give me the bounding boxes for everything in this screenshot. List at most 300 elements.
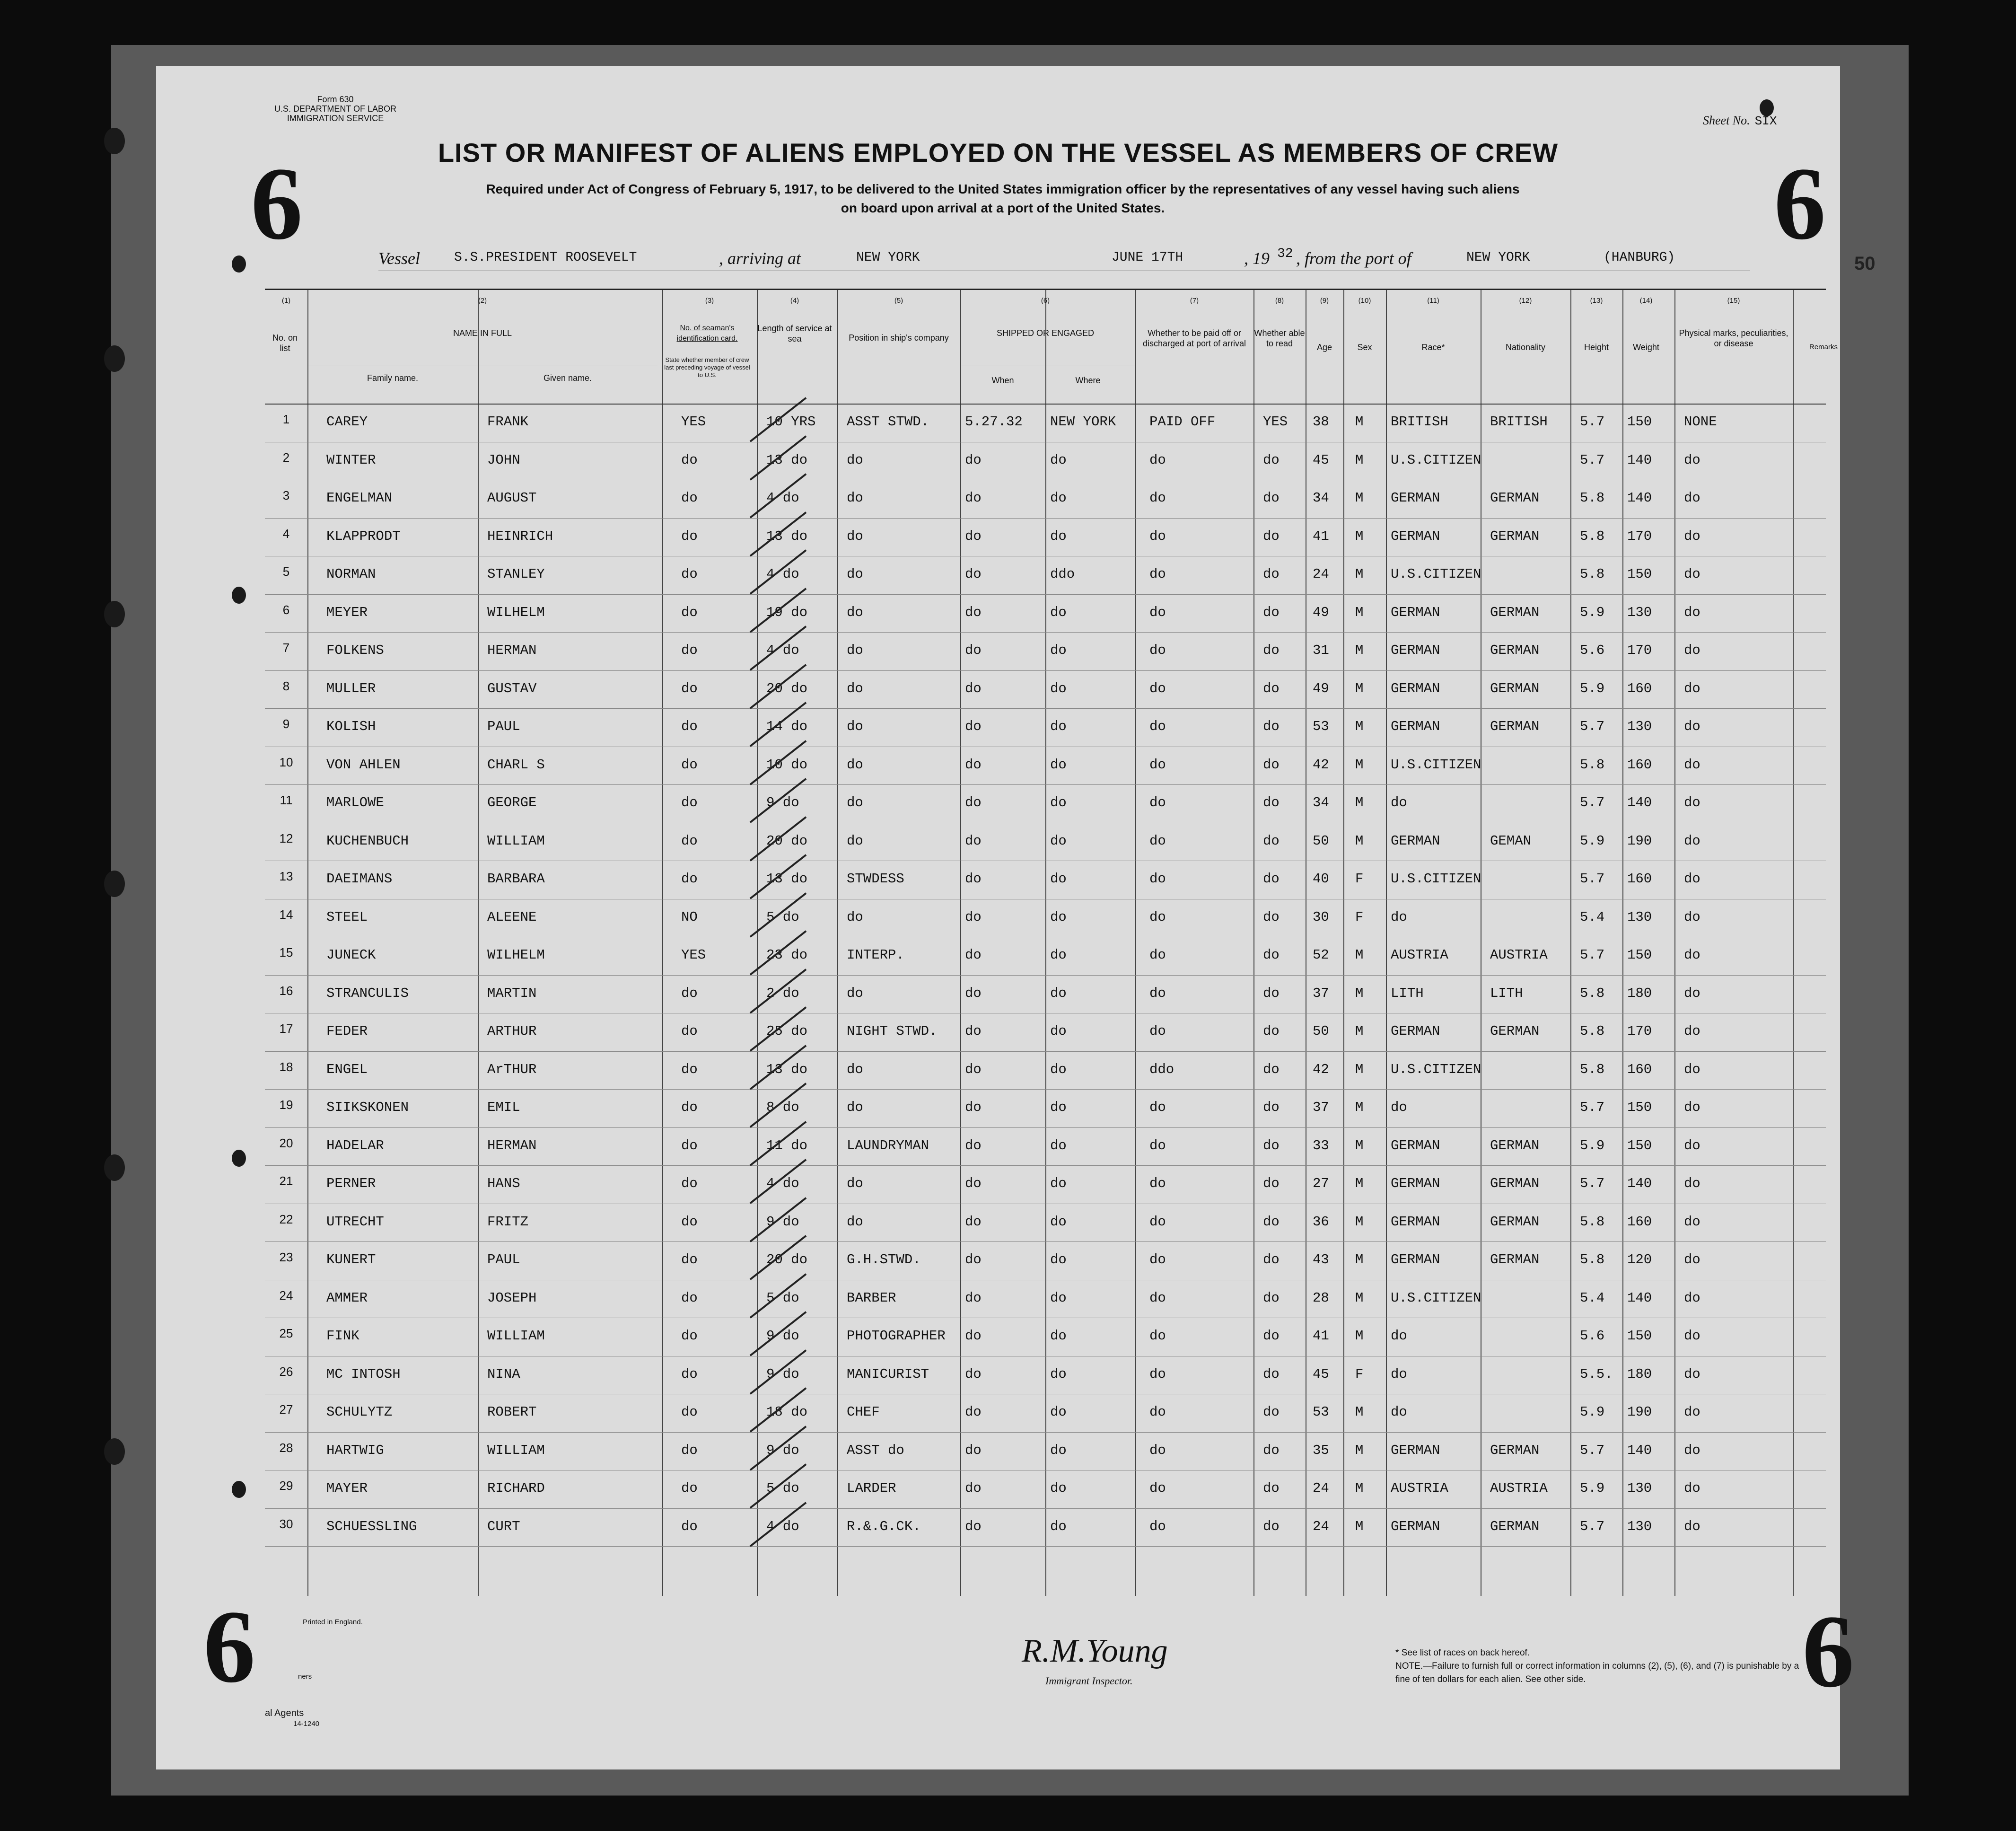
cell-given: RICHARD (487, 1480, 545, 1496)
header-age: Age (1316, 343, 1332, 352)
fine-note: NOTE.—Failure to furnish full or correct information in columns (2), (5), (6), and (7) is punishable by a fine of ten dollars for each alien. See other side. (1395, 1661, 1799, 1684)
cell-given: AUGUST (487, 490, 537, 506)
cell-when: do (965, 795, 982, 810)
cell-card: do (681, 1023, 698, 1039)
cell-age: 42 (1313, 1061, 1329, 1077)
cell-when: do (965, 1252, 982, 1268)
cell-given: JOHN (487, 452, 520, 468)
cell-paid: do (1149, 1137, 1166, 1153)
cell-nat: GERMAN (1490, 1518, 1540, 1534)
department-name: U.S. DEPARTMENT OF LABOR (274, 104, 397, 114)
cell-nat: GERMAN (1490, 643, 1540, 658)
cell-card: do (681, 1328, 698, 1344)
cell-position: ASST STWD. (847, 414, 929, 430)
row-number: 10 (279, 755, 293, 769)
corner-number-top-right: 6 (1774, 146, 1826, 261)
cell-read: do (1263, 643, 1280, 658)
cell-nat: GERMAN (1490, 604, 1540, 620)
cell-family: FOLKENS (326, 643, 384, 658)
cell-marks: do (1684, 1404, 1700, 1420)
cell-given: EMIL (487, 1100, 520, 1115)
row-rule (265, 1051, 1826, 1052)
cell-when: do (965, 1404, 982, 1420)
printed-note: Printed in England. (303, 1618, 363, 1626)
cell-service: 13 do (766, 871, 808, 887)
cell-where: do (1050, 719, 1067, 734)
inspector-label: Immigrant Inspector. (1045, 1675, 1133, 1687)
cell-family: ENGEL (326, 1061, 368, 1077)
cell-sex: M (1355, 490, 1364, 506)
cell-race: GERMAN (1391, 680, 1440, 696)
cell-age: 41 (1313, 528, 1329, 544)
cell-card: YES (681, 947, 706, 963)
cell-card: do (681, 1100, 698, 1115)
cell-marks: NONE (1684, 414, 1717, 430)
cell-marks: do (1684, 871, 1700, 887)
cell-age: 52 (1313, 947, 1329, 963)
header-position: Position in ship's company (849, 333, 949, 343)
cell-race: BRITISH (1391, 414, 1448, 430)
cell-when: do (965, 719, 982, 734)
cell-card: do (681, 566, 698, 582)
cell-weight: 150 (1627, 1137, 1652, 1153)
cell-race: AUSTRIA (1391, 947, 1448, 963)
cell-race: do (1391, 1404, 1407, 1420)
cell-family: KOLISH (326, 719, 376, 734)
cell-marks: do (1684, 1100, 1700, 1115)
column-number: (14) (1639, 297, 1653, 305)
column-rule (1343, 290, 1344, 1596)
cell-sex: M (1355, 1137, 1364, 1153)
cell-height: 5.7 (1580, 1176, 1605, 1191)
header-family-name: Family name. (367, 373, 419, 383)
cell-race: U.S.CITIZEN (1391, 452, 1481, 468)
cell-weight: 130 (1627, 909, 1652, 925)
cell-when: do (965, 1176, 982, 1191)
cell-sex: M (1355, 528, 1364, 544)
cell-given: MARTIN (487, 985, 537, 1001)
column-number: (3) (705, 297, 714, 305)
cell-sex: M (1355, 1023, 1364, 1039)
row-number: 14 (279, 907, 293, 922)
cell-height: 5.8 (1580, 490, 1605, 506)
column-rule (1045, 290, 1046, 1596)
cell-race: GERMAN (1391, 1252, 1440, 1268)
column-rule (307, 290, 308, 1596)
cell-race: GERMAN (1391, 833, 1440, 849)
column-rule (1570, 290, 1571, 1596)
punch-hole-icon (232, 255, 246, 273)
cell-family: KUNERT (326, 1252, 376, 1268)
cell-position: LARDER (847, 1480, 896, 1496)
cell-where: do (1050, 490, 1067, 506)
cell-read: do (1263, 1366, 1280, 1382)
cell-marks: do (1684, 985, 1700, 1001)
cell-family: MAYER (326, 1480, 368, 1496)
cell-weight: 160 (1627, 1061, 1652, 1077)
cell-age: 40 (1313, 871, 1329, 887)
cell-height: 5.4 (1580, 909, 1605, 925)
cell-weight: 160 (1627, 757, 1652, 773)
cell-age: 50 (1313, 833, 1329, 849)
cell-paid: do (1149, 528, 1166, 544)
cell-weight: 190 (1627, 1404, 1652, 1420)
cell-height: 5.5. (1580, 1366, 1613, 1382)
cell-family: WINTER (326, 452, 376, 468)
punch-hole-icon (232, 1481, 246, 1498)
cell-paid: do (1149, 1100, 1166, 1115)
cell-service: 4 do (766, 643, 799, 658)
header-paid-off: Whether to be paid off or discharged at port of arrival (1142, 328, 1246, 348)
column-rule (837, 290, 838, 1596)
cell-given: HEINRICH (487, 528, 553, 544)
row-number: 6 (282, 602, 290, 617)
cell-height: 5.7 (1580, 1100, 1605, 1115)
cell-paid: do (1149, 566, 1166, 582)
cell-marks: do (1684, 452, 1700, 468)
cell-sex: M (1355, 566, 1364, 582)
column-number: (4) (790, 297, 799, 305)
cell-service: 4 do (766, 1176, 799, 1191)
cell-race: GERMAN (1391, 490, 1440, 506)
row-rule (265, 784, 1826, 785)
header-when: When (991, 376, 1014, 385)
cell-read: do (1263, 1290, 1280, 1306)
cell-when: do (965, 680, 982, 696)
cell-sex: M (1355, 680, 1364, 696)
cell-nat: GERMAN (1490, 490, 1540, 506)
column-rule (1253, 290, 1254, 1596)
cell-card: do (681, 680, 698, 696)
cell-card: do (681, 1442, 698, 1458)
cell-when: do (965, 1100, 982, 1115)
cell-given: FRANK (487, 414, 529, 430)
vessel-line (378, 248, 1797, 277)
cell-height: 5.8 (1580, 1214, 1605, 1230)
cell-card: do (681, 1214, 698, 1230)
cell-sex: M (1355, 452, 1364, 468)
cell-height: 5.7 (1580, 1518, 1605, 1534)
cell-sex: F (1355, 1366, 1364, 1382)
cell-card: do (681, 490, 698, 506)
cell-family: DAEIMANS (326, 871, 393, 887)
cell-card: do (681, 604, 698, 620)
cell-height: 5.8 (1580, 1252, 1605, 1268)
header-given-name: Given name. (543, 373, 592, 383)
cell-read: YES (1263, 414, 1288, 430)
cell-race: U.S.CITIZEN (1391, 1290, 1481, 1306)
binder-hole-icon (104, 345, 125, 372)
cell-weight: 170 (1627, 1023, 1652, 1039)
row-rule (265, 708, 1826, 709)
header-weight: Weight (1633, 343, 1659, 352)
cell-given: WILHELM (487, 947, 545, 963)
cell-where: do (1050, 1100, 1067, 1115)
cell-position: CHEF (847, 1404, 880, 1420)
cell-sex: M (1355, 643, 1364, 658)
cell-height: 5.7 (1580, 795, 1605, 810)
cell-position: PHOTOGRAPHER (847, 1328, 946, 1344)
column-number: (8) (1275, 297, 1284, 305)
cell-position: MANICURIST (847, 1366, 929, 1382)
column-rule (1674, 290, 1675, 1596)
cell-race: GERMAN (1391, 1442, 1440, 1458)
header-able-read: Whether able to read (1254, 328, 1305, 348)
cell-service: 20 do (766, 1252, 808, 1268)
cell-weight: 150 (1627, 947, 1652, 963)
from-port-label: , from the port of (1296, 249, 1411, 268)
cell-position: do (847, 719, 863, 734)
column-number: (6) (1041, 297, 1050, 305)
cell-given: JOSEPH (487, 1290, 537, 1306)
cell-when: do (965, 1366, 982, 1382)
cell-read: do (1263, 1176, 1280, 1191)
cell-service: 10 YRS (766, 414, 816, 430)
cell-paid: do (1149, 604, 1166, 620)
column-number: (11) (1427, 297, 1439, 305)
cell-marks: do (1684, 1176, 1700, 1191)
cell-family: SIIKSKONEN (326, 1100, 409, 1115)
cell-when: do (965, 604, 982, 620)
year-prefix: , 19 (1244, 249, 1270, 268)
cell-where: do (1050, 528, 1067, 544)
cell-height: 5.7 (1580, 452, 1605, 468)
cell-position: INTERP. (847, 947, 904, 963)
cell-paid: do (1149, 1404, 1166, 1420)
cell-height: 5.7 (1580, 1442, 1605, 1458)
row-number: 1 (282, 412, 290, 426)
cell-given: BARBARA (487, 871, 545, 887)
cell-age: 49 (1313, 604, 1329, 620)
column-number: (2) (478, 297, 487, 305)
cell-nat: GERMAN (1490, 719, 1540, 734)
cell-family: FEDER (326, 1023, 368, 1039)
cell-when: do (965, 643, 982, 658)
column-rule (1622, 290, 1623, 1596)
cell-race: AUSTRIA (1391, 1480, 1448, 1496)
owners-label: ners (298, 1673, 312, 1681)
cell-marks: do (1684, 795, 1700, 810)
binder-hole-icon (104, 1154, 125, 1181)
cell-where: do (1050, 643, 1067, 658)
inspector-signature: R.M.Young (1022, 1633, 1168, 1669)
page-subtitle: Required under Act of Congress of February 5, 1917, to be delivered to the United States immigration officer by the representatives of any vessel having such aliens on board upon arrival at a port of the United States. (486, 182, 1520, 215)
cell-marks: do (1684, 528, 1700, 544)
cell-service: 5 do (766, 1290, 799, 1306)
binder-hole-icon (104, 871, 125, 897)
cell-card: do (681, 871, 698, 887)
column-rule (662, 290, 663, 1596)
cell-paid: ddo (1149, 1061, 1175, 1077)
cell-nat: GERMAN (1490, 1023, 1540, 1039)
cell-service: 25 do (766, 1023, 808, 1039)
cell-family: PERNER (326, 1176, 376, 1191)
cell-read: do (1263, 1442, 1280, 1458)
cell-where: do (1050, 1480, 1067, 1496)
cell-position: STWDESS (847, 871, 904, 887)
cell-family: MEYER (326, 604, 368, 620)
cell-paid: do (1149, 947, 1166, 963)
header-length-service: Length of service at sea (757, 324, 832, 343)
agents-label: al Agents (265, 1708, 304, 1718)
cell-read: do (1263, 1404, 1280, 1420)
column-number: (7) (1190, 297, 1199, 305)
cell-when: do (965, 452, 982, 468)
cell-age: 37 (1313, 1100, 1329, 1115)
cell-nat: GERMAN (1490, 1442, 1540, 1458)
cell-read: do (1263, 871, 1280, 887)
footer-notes (1395, 1646, 1802, 1686)
column-rule (478, 290, 479, 1596)
cell-marks: do (1684, 1252, 1700, 1268)
cell-paid: do (1149, 833, 1166, 849)
cell-card: do (681, 757, 698, 773)
cell-marks: do (1684, 833, 1700, 849)
cell-card: do (681, 795, 698, 810)
cell-age: 53 (1313, 719, 1329, 734)
cell-when: do (965, 1061, 982, 1077)
cell-when: do (965, 757, 982, 773)
cell-read: do (1263, 1214, 1280, 1230)
cell-read: do (1263, 833, 1280, 849)
cell-family: ENGELMAN (326, 490, 393, 506)
cell-marks: do (1684, 1214, 1700, 1230)
cell-weight: 130 (1627, 719, 1652, 734)
cell-height: 5.8 (1580, 528, 1605, 544)
cell-position: G.H.STWD. (847, 1252, 921, 1268)
cell-where: do (1050, 452, 1067, 468)
cell-family: HADELAR (326, 1137, 384, 1153)
cell-card: do (681, 1137, 698, 1153)
cell-age: 34 (1313, 795, 1329, 810)
cell-where: do (1050, 871, 1067, 887)
cell-given: NINA (487, 1366, 520, 1382)
column-rule (1135, 290, 1136, 1596)
cell-race: GERMAN (1391, 1214, 1440, 1230)
cell-paid: do (1149, 1176, 1166, 1191)
cell-paid: do (1149, 1023, 1166, 1039)
cell-race: GERMAN (1391, 719, 1440, 734)
cell-when: do (965, 1480, 982, 1496)
from-port: NEW YORK (1466, 250, 1530, 265)
cell-given: WILLIAM (487, 1328, 545, 1344)
cell-race: LITH (1391, 985, 1424, 1001)
race-note: * See list of races on back hereof. (1395, 1648, 1530, 1658)
cell-given: ROBERT (487, 1404, 537, 1420)
cell-paid: do (1149, 1366, 1166, 1382)
cell-card: do (681, 1404, 698, 1420)
row-number: 11 (280, 793, 293, 807)
cell-read: do (1263, 604, 1280, 620)
cell-position: do (847, 643, 863, 658)
row-rule (265, 975, 1826, 976)
cell-position: do (847, 604, 863, 620)
cell-marks: do (1684, 947, 1700, 963)
cell-service: 10 do (766, 757, 808, 773)
cell-nat: AUSTRIA (1490, 947, 1548, 963)
header-no-on-list: No. on list (272, 333, 298, 353)
cell-marks: do (1684, 719, 1700, 734)
cell-weight: 140 (1627, 1442, 1652, 1458)
cell-sex: M (1355, 1480, 1364, 1496)
cell-given: ArTHUR (487, 1061, 537, 1077)
year-suffix: 32 (1277, 246, 1293, 261)
cell-paid: do (1149, 719, 1166, 734)
handwritten-number: 50 (1854, 253, 1876, 274)
cell-where: do (1050, 985, 1067, 1001)
cell-when: do (965, 566, 982, 582)
cell-paid: do (1149, 490, 1166, 506)
cell-nat: GERMAN (1490, 1137, 1540, 1153)
vessel-name: S.S.PRESIDENT ROOSEVELT (454, 250, 637, 265)
cell-service: 9 do (766, 1366, 799, 1382)
cell-race: do (1391, 1366, 1407, 1382)
arriving-label: , arriving at (719, 249, 801, 268)
column-number: (13) (1590, 297, 1603, 305)
column-rule (1386, 290, 1387, 1596)
cell-where: do (1050, 947, 1067, 963)
cell-marks: do (1684, 1480, 1700, 1496)
cell-race: do (1391, 909, 1407, 925)
cell-service: 2 do (766, 985, 799, 1001)
cell-given: WILHELM (487, 604, 545, 620)
cell-service: 18 do (766, 1404, 808, 1420)
cell-service: 5 do (766, 909, 799, 925)
header-sex: Sex (1357, 343, 1372, 352)
header-remarks: Remarks (1809, 343, 1838, 351)
header-where: Where (1075, 376, 1101, 385)
cell-weight: 140 (1627, 1176, 1652, 1191)
column-rule (1793, 290, 1794, 1596)
cell-card: YES (681, 414, 706, 430)
cell-card: do (681, 719, 698, 734)
cell-marks: do (1684, 757, 1700, 773)
cell-read: do (1263, 680, 1280, 696)
cell-sex: M (1355, 719, 1364, 734)
cell-race: GERMAN (1391, 1176, 1440, 1191)
cell-age: 38 (1313, 414, 1329, 430)
cell-service: 5 do (766, 1480, 799, 1496)
binder-hole-icon (104, 1438, 125, 1465)
row-number: 24 (279, 1288, 293, 1303)
cell-sex: M (1355, 414, 1364, 430)
cell-weight: 160 (1627, 1214, 1652, 1230)
cell-race: U.S.CITIZEN (1391, 566, 1481, 582)
cell-weight: 140 (1627, 795, 1652, 810)
cell-age: 37 (1313, 985, 1329, 1001)
header-shipped-engaged: SHIPPED OR ENGAGED (996, 328, 1095, 338)
cell-height: 5.9 (1580, 604, 1605, 620)
cell-age: 36 (1313, 1214, 1329, 1230)
cell-service: 20 do (766, 833, 808, 849)
cell-card: do (681, 1061, 698, 1077)
cell-weight: 120 (1627, 1252, 1652, 1268)
row-rule (265, 1546, 1826, 1547)
row-number: 13 (279, 869, 293, 883)
cell-given: HERMAN (487, 1137, 537, 1153)
cell-when: do (965, 833, 982, 849)
column-number: (10) (1358, 297, 1371, 305)
cell-service: 11 do (766, 1137, 808, 1153)
column-rule (960, 290, 961, 1596)
cell-weight: 150 (1627, 414, 1652, 430)
cell-when: do (965, 909, 982, 925)
cell-when: do (965, 490, 982, 506)
cell-given: PAUL (487, 1252, 520, 1268)
cell-height: 5.9 (1580, 1137, 1605, 1153)
cell-race: do (1391, 1328, 1407, 1344)
cell-service: 4 do (766, 490, 799, 506)
